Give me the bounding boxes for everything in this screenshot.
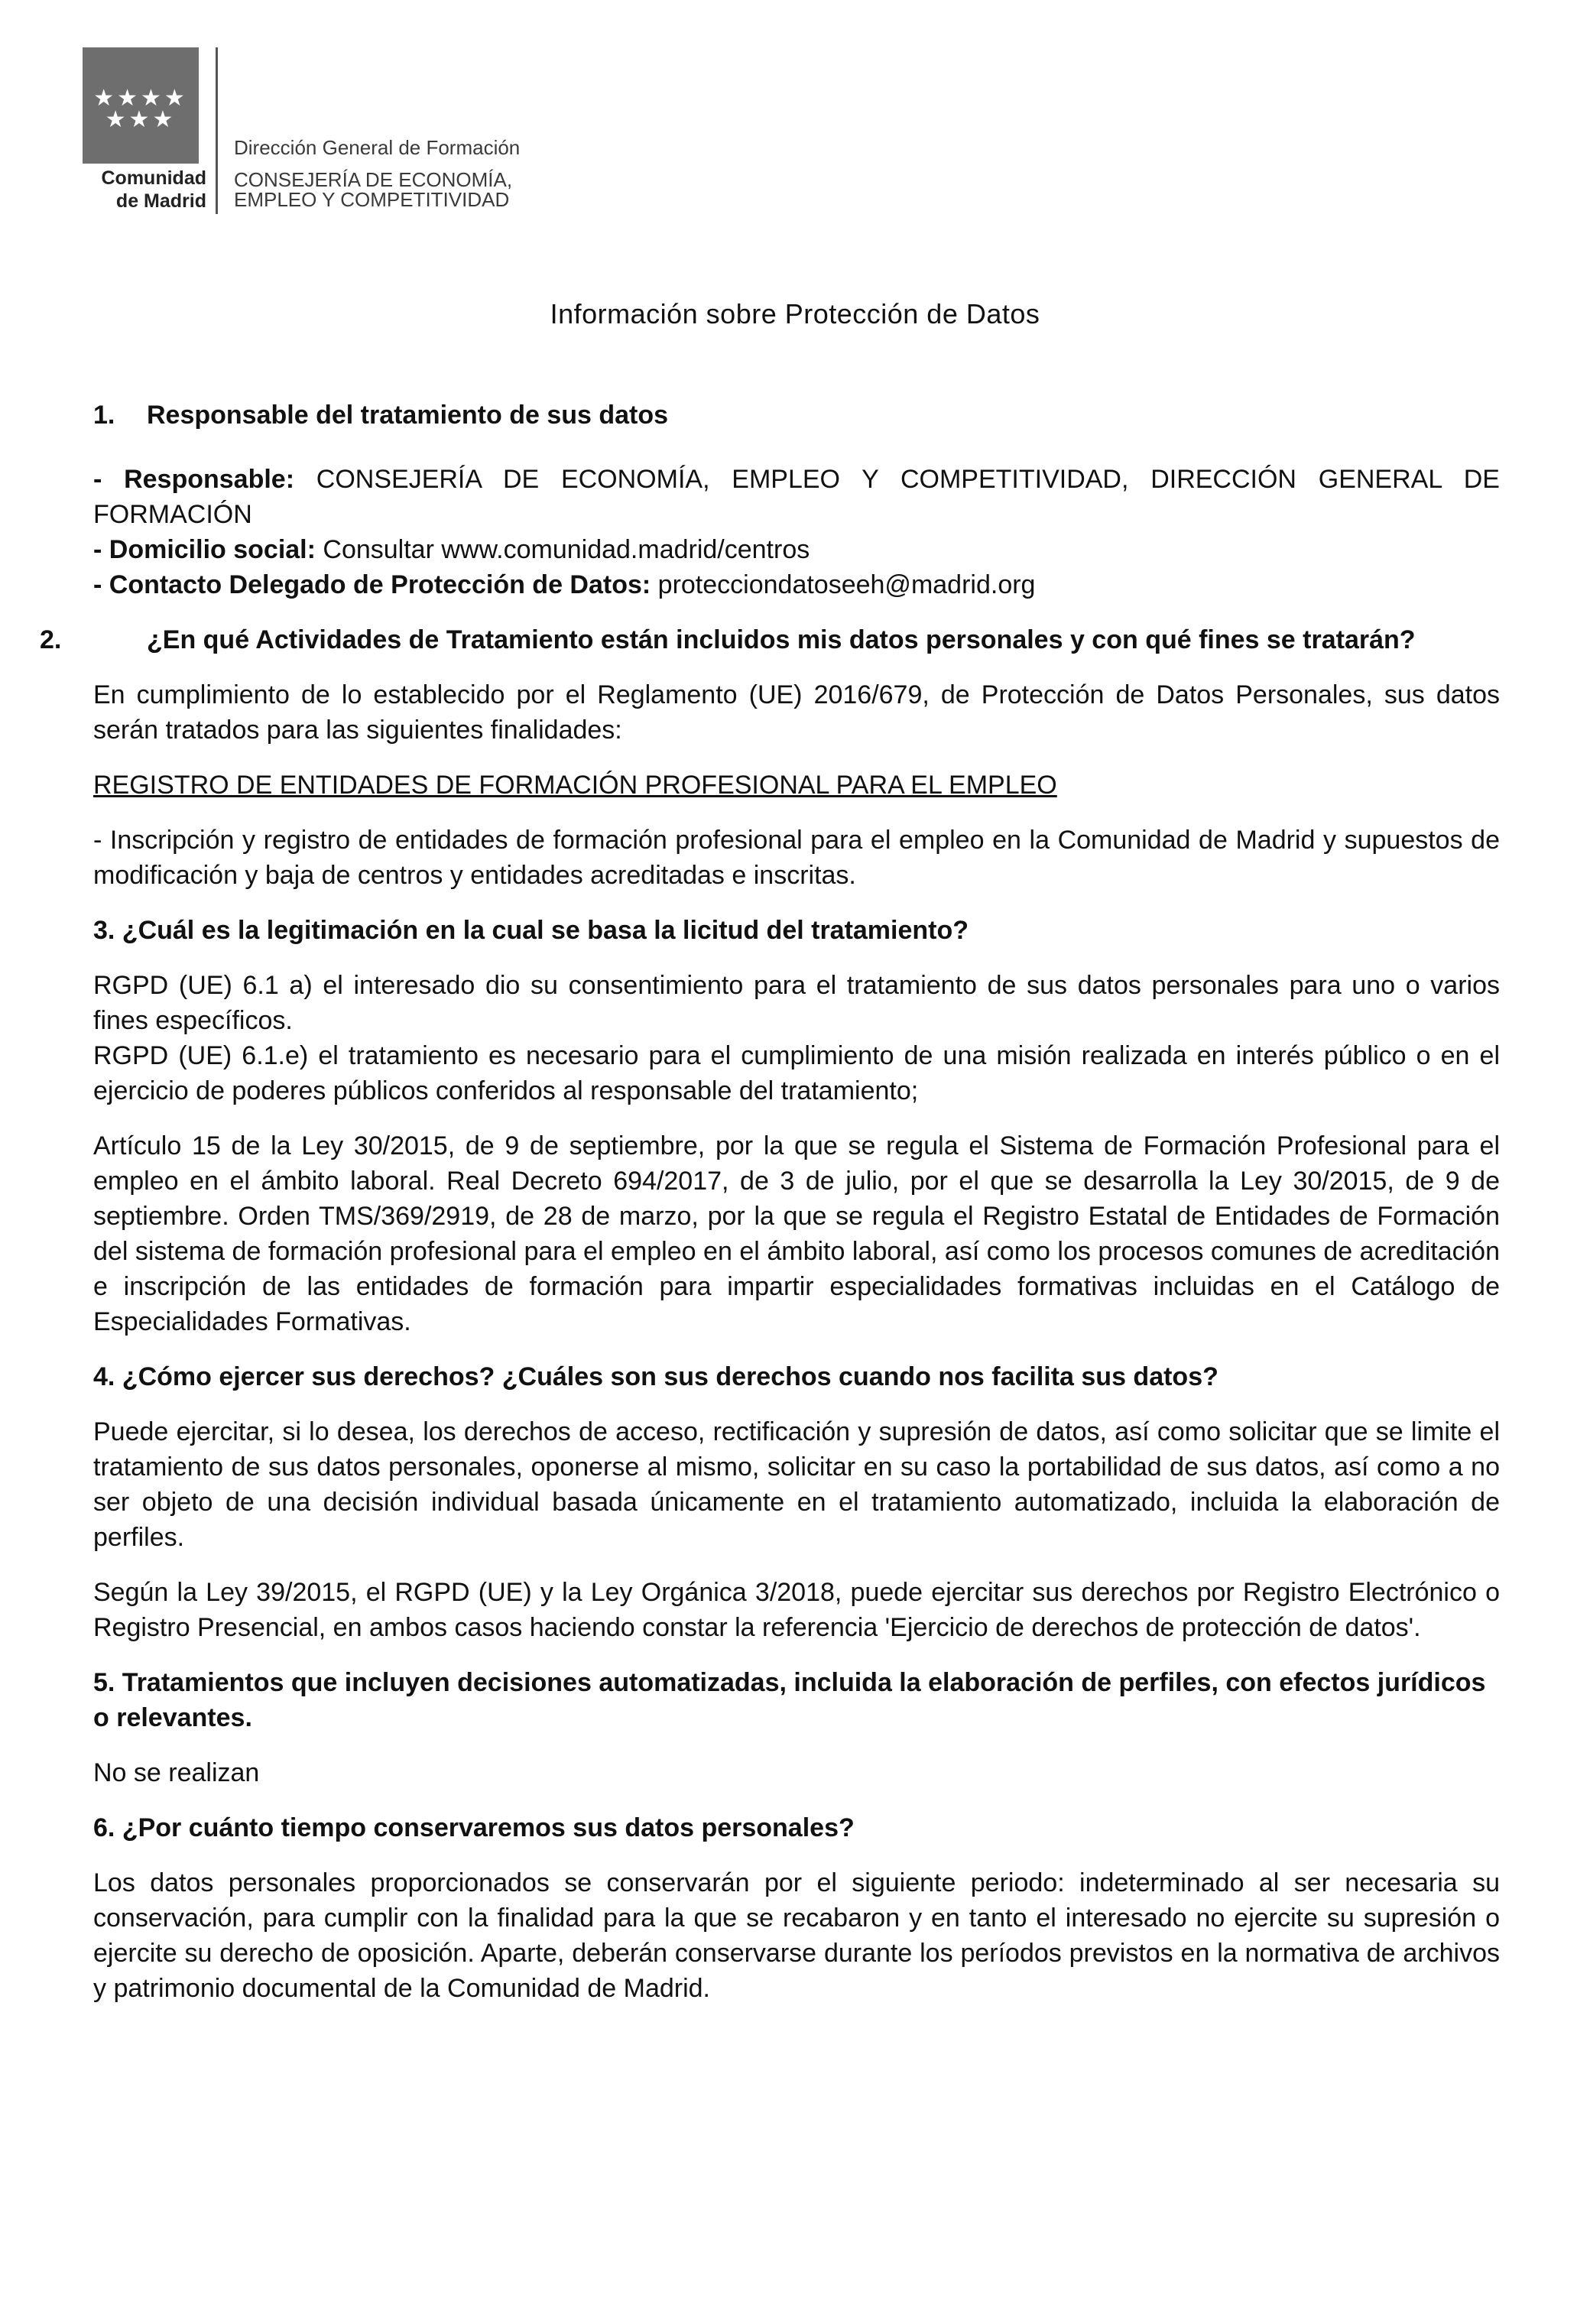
document-title: Información sobre Protección de Datos [550,298,1040,329]
stars-icon: ★★★★ [93,86,188,111]
section-6-para-1: Los datos personales proporcionados se conservarán por el siguiente periodo: indeterminado al ser necesaria su conservación, para cumplir con la finalidad para la que se recabaron y en tanto el interesado no ejercite su supresión o ejercite su derecho de oposición. Aparte, deberán conservarse durante los períodos previstos en la normativa de archivos y patrimonio documental de la Comunidad de Madrid. [93,1868,1500,2003]
header-divider [216,47,218,214]
section-1-heading: 1. Responsable del tratamiento de sus datos [93,401,669,430]
domicilio-line: - Domicilio social: Consultar www.comunidad.madrid/centros [93,535,810,564]
section-2-intro: En cumplimiento de lo establecido por el Reglamento (UE) 2016/679, de Protección de Datos Personales, sus datos serán tratados para las siguientes finalidades: [93,680,1500,745]
document-body [40,398,1500,2006]
section-2-purpose: - Inscripción y registro de entidades de formación profesional para el empleo en la Comunidad de Madrid y supuestos de modificación y baja de centros y entidades acreditadas e inscritas. [93,826,1500,890]
section-5-heading: 5. Tratamientos que incluyen decisiones automatizadas, incluida la elaboración de perfiles, con efectos jurídicos o relevantes. [93,1668,1486,1732]
logo-name-line1: Comunidad [101,167,206,189]
section-6-heading: 6. ¿Por cuánto tiempo conservaremos sus datos personales? [93,1813,855,1842]
registry-title: REGISTRO DE ENTIDADES DE FORMACIÓN PROFESIONAL PARA EL EMPLEO [93,771,1057,800]
responsable-line: - Responsable: CONSEJERÍA DE ECONOMÍA, EMPLEO Y COMPETITIVIDAD, DIRECCIÓN GENERAL DE FORMACIÓN [93,465,1500,529]
section-3-heading: 3. ¿Cuál es la legitimación en la cual se basa la licitud del tratamiento? [93,916,969,945]
ministry-line1: CONSEJERÍA DE ECONOMÍA, [234,168,513,191]
section-4-para-2: Según la Ley 39/2015, el RGPD (UE) y la Ley Orgánica 3/2018, puede ejercitar sus derechos por Registro Electrónico o Registro Presencial, en ambos casos haciendo constar la referencia 'Ejercicio de derechos de protección de datos'. [93,1578,1500,1642]
section-4-heading: 4. ¿Cómo ejercer sus derechos? ¿Cuáles son sus derechos cuando nos facilita sus datos? [93,1362,1218,1391]
logo-name-line2: de Madrid [115,190,206,212]
logo-caption [76,167,206,213]
section-3-para-2: RGPD (UE) 6.1.e) el tratamiento es necesario para el cumplimiento de una misión realizada en interés público o en el ejercicio de poderes públicos conferidos al responsable del tratamiento; [93,1041,1500,1105]
section-3-para-3: Artículo 15 de la Ley 30/2015, de 9 de septiembre, por la que se regula el Sistema de Formación Profesional para el empleo en el ámbito laboral. Real Decreto 694/2017, de 3 de julio, por el que se desarrolla la Ley 30/2015, de 9 de septiembre. Orden TMS/369/2919, de 28 de marzo, por la que se regula el Registro Estatal de Entidades de Formación del sistema de formación profesional para el empleo en el ámbito laboral, así como los procesos comunes de acreditación e inscripción de las entidades de formación para impartir especialidades formativas incluidas en el Catálogo de Especialidades Formativas. [93,1131,1500,1336]
section-2-heading: 2. ¿En qué Actividades de Tratamiento están incluidos mis datos personales y con qué fines se tratarán? [40,625,1416,654]
ministry-line2: EMPLEO Y COMPETITIVIDAD [234,188,510,211]
section-3-para-1: RGPD (UE) 6.1 a) el interesado dio su consentimiento para el tratamiento de sus datos personales para uno o varios fines específicos. [93,971,1500,1035]
comunidad-madrid-logo [83,47,199,164]
section-4-para-1: Puede ejercitar, si lo desea, los derechos de acceso, rectificación y supresión de datos, así como solicitar que se limite el tratamiento de sus datos personales, oponerse al mismo, solicitar en su caso la portabilidad de sus datos, así como a no ser objeto de una decisión individual basada únicamente en el tratamiento automatizado, incluida la elaboración de perfiles. [93,1417,1500,1552]
contacto-line: - Contacto Delegado de Protección de Datos: protecciondatoseeh@madrid.org [93,570,1036,599]
directorate-name: Dirección General de Formación [234,136,521,159]
stars-icon: ★★★ [105,107,177,132]
organization-block [234,138,520,209]
section-5-para-1: No se realizan [93,1758,260,1787]
